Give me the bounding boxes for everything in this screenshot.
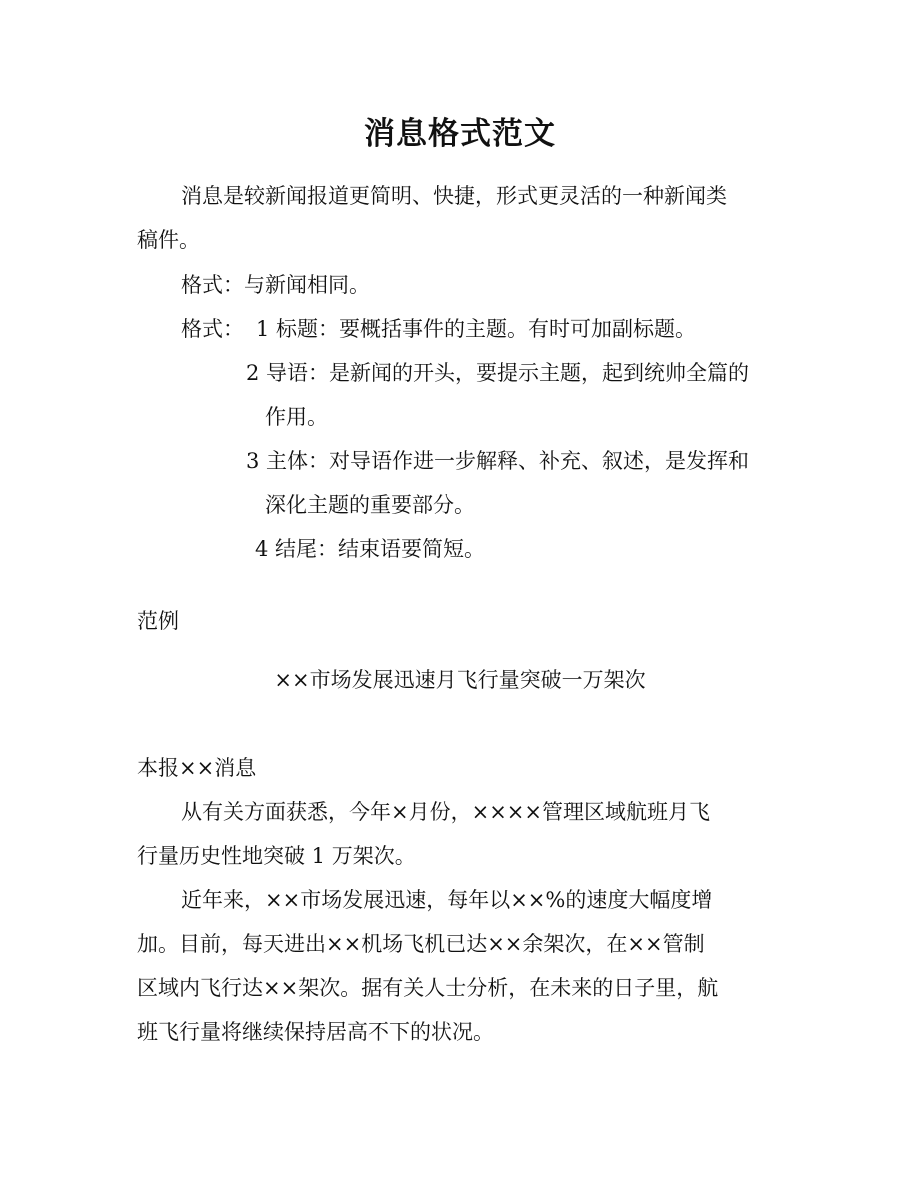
format-item-2-line-2: 作用。 — [265, 405, 328, 429]
example-para-1-line-1: 从有关方面获悉，今年×月份，××××管理区域航班月飞 — [181, 800, 710, 824]
format-item-3-line-2: 深化主题的重要部分。 — [265, 493, 475, 517]
example-para-1-line-2: 行量历史性地突破 1 万架次。 — [137, 844, 416, 868]
format-same-line: 格式：与新闻相同。 — [181, 273, 370, 297]
format-prefix: 格式： — [181, 317, 244, 341]
example-headline: ××市场发展迅速月飞行量突破一万架次 — [274, 668, 646, 692]
example-para-2-line-4: 班飞行量将继续保持居高不下的状况。 — [137, 1020, 494, 1044]
intro-line-2: 稿件。 — [137, 228, 200, 252]
intro-line-1: 消息是较新闻报道更简明、快捷，形式更灵活的一种新闻类 — [181, 184, 727, 208]
format-item-2-line-1: 2 导语：是新闻的开头，要提示主题，起到统帅全篇的 — [246, 361, 750, 385]
example-para-2-line-3: 区域内飞行达××架次。据有关人士分析，在未来的日子里，航 — [137, 976, 719, 1000]
example-para-2-line-1: 近年来，××市场发展迅速，每年以××%的速度大幅度增 — [181, 888, 713, 912]
example-para-2-line-2: 加。目前，每天进出××机场飞机已达××余架次，在××管制 — [137, 932, 705, 956]
format-item-1: 1 标题：要概括事件的主题。有时可加副标题。 — [256, 317, 697, 341]
format-item-4: 4 结尾：结束语要简短。 — [255, 537, 486, 561]
example-dateline: 本报××消息 — [137, 756, 257, 780]
format-item-3-line-1: 3 主体：对导语作进一步解释、补充、叙述，是发挥和 — [246, 449, 750, 473]
example-label: 范例 — [137, 609, 179, 633]
document-title: 消息格式范文 — [364, 116, 556, 152]
